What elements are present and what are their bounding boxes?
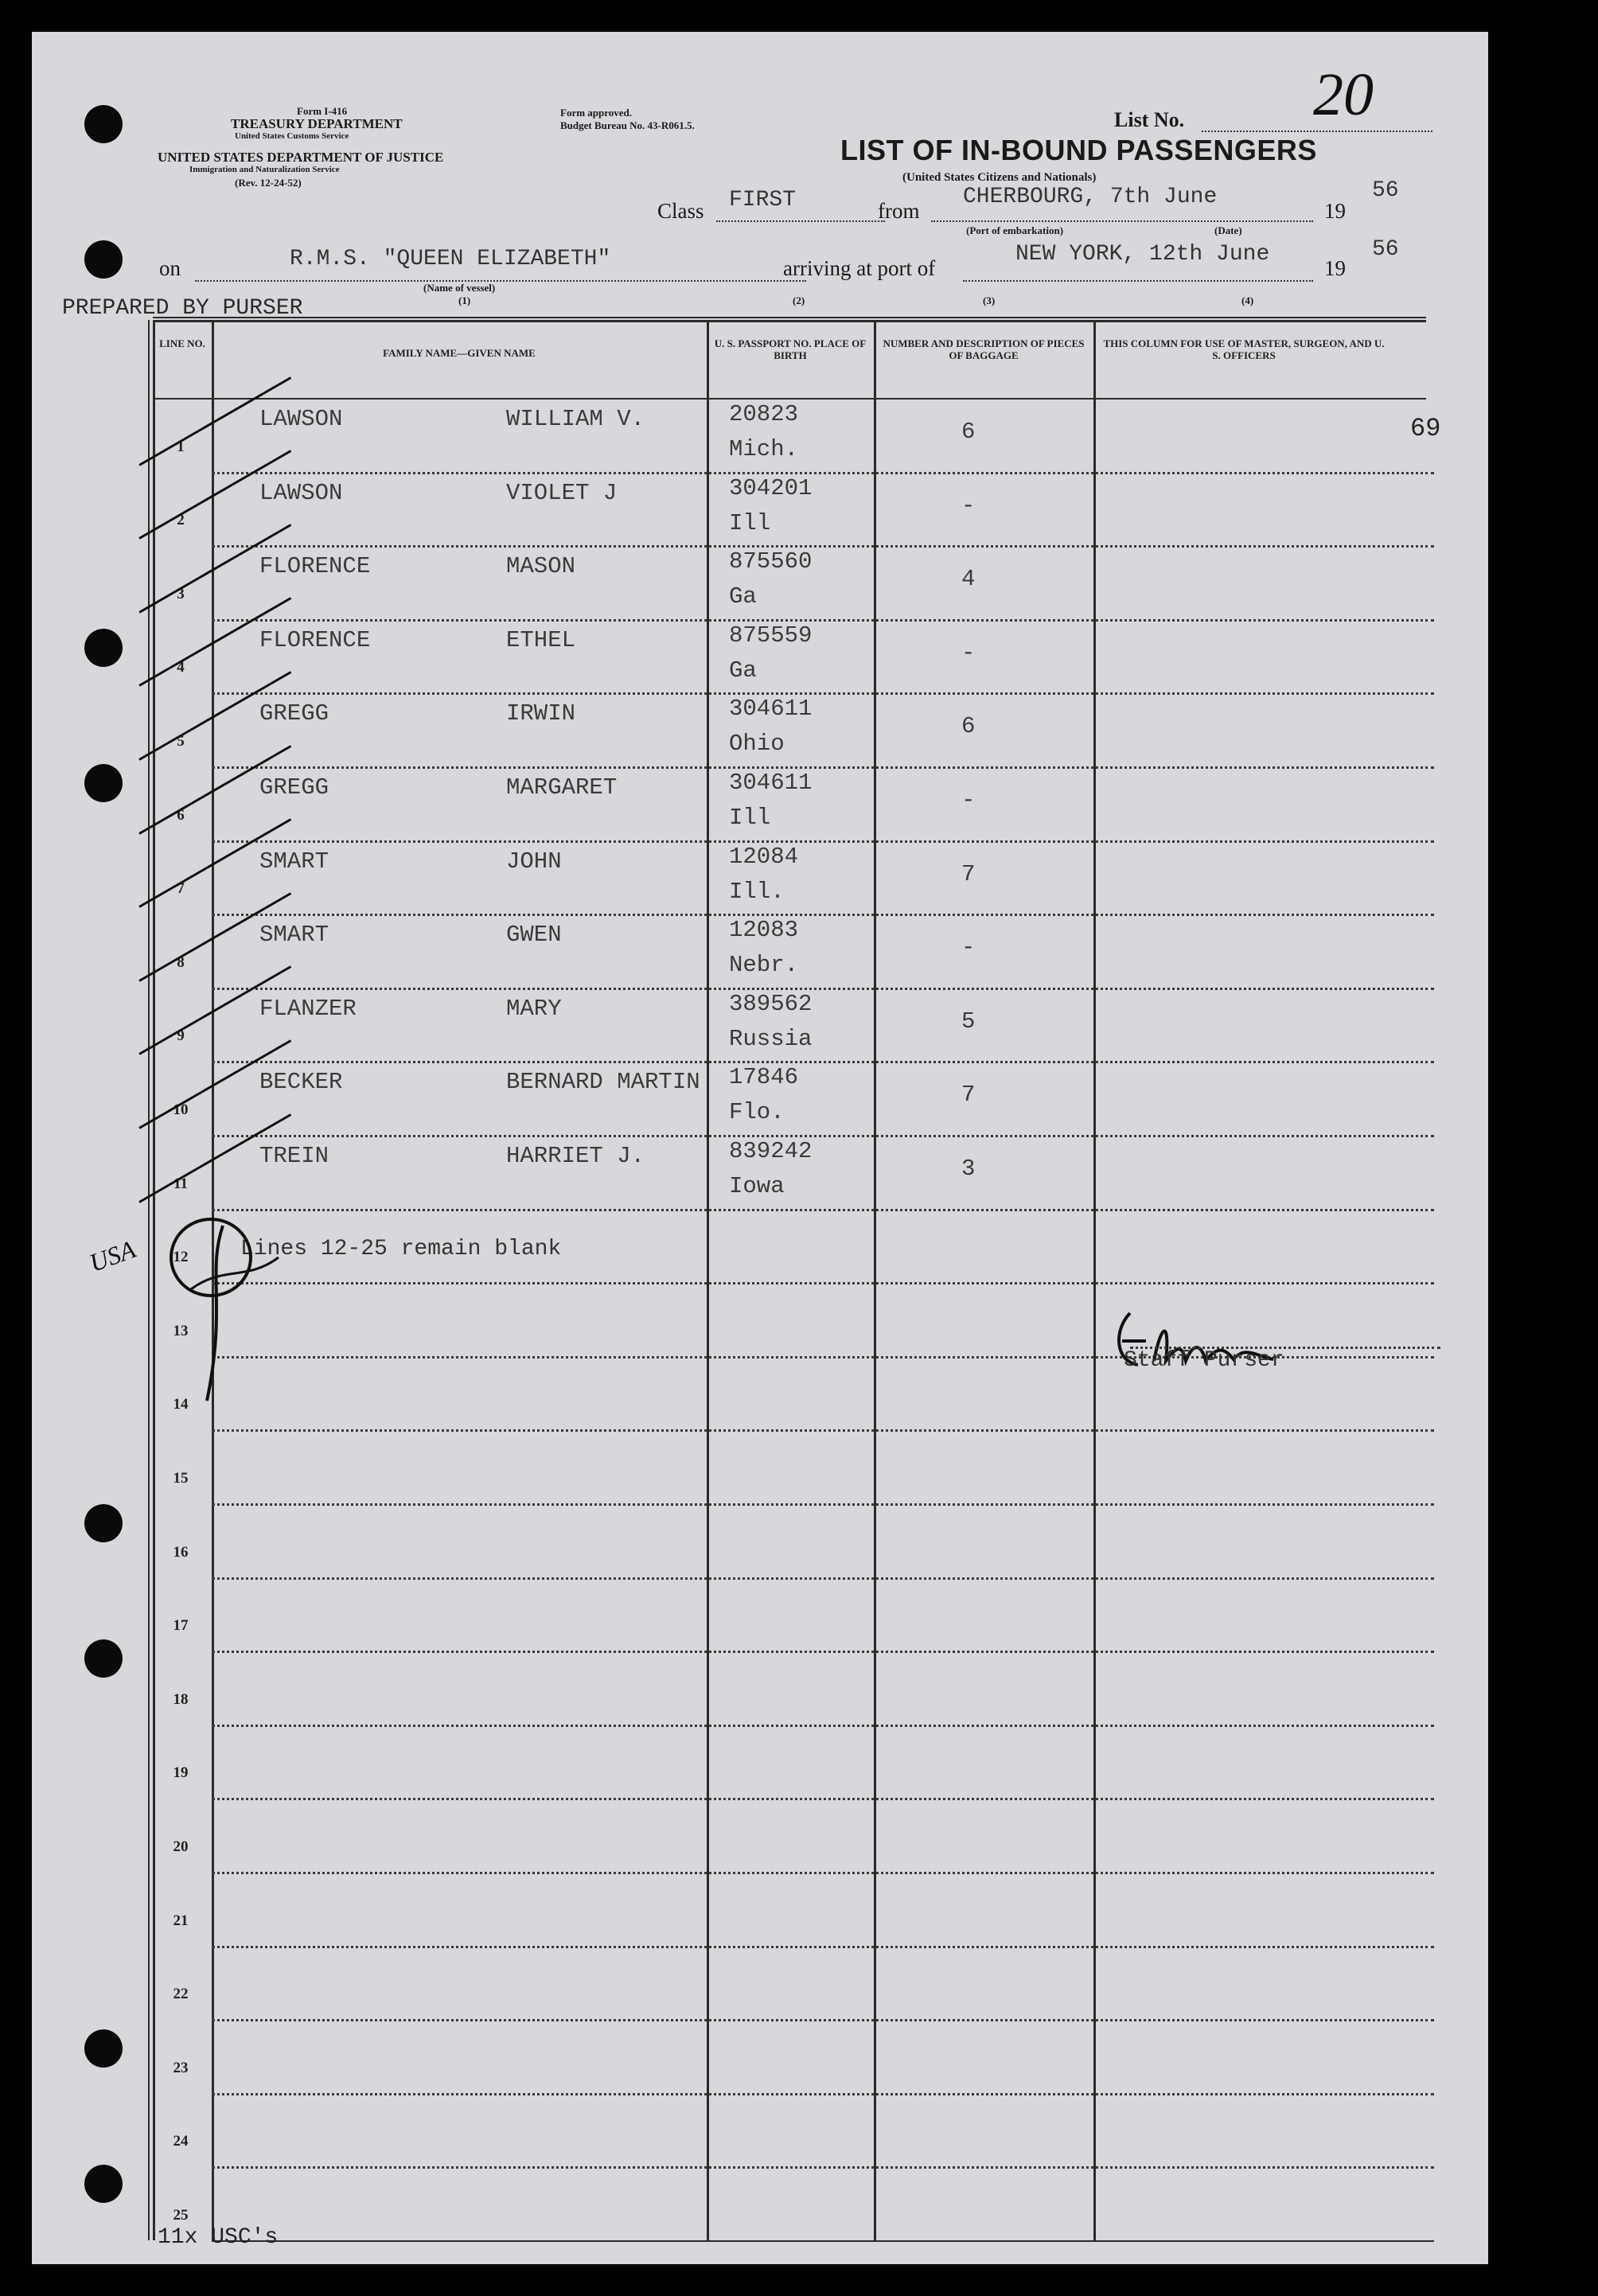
family-name: FLORENCE bbox=[259, 553, 371, 580]
place-of-birth: Flo. bbox=[729, 1099, 785, 1126]
place-of-birth: Russia bbox=[729, 1025, 813, 1052]
form-number: Form I-416 bbox=[297, 105, 348, 117]
row-rule bbox=[212, 545, 1434, 548]
column-header-passport: U. S. PASSPORT NO. PLACE OF BIRTH bbox=[714, 337, 867, 361]
margin-mark: USA bbox=[85, 1234, 139, 1277]
row-rule bbox=[212, 2093, 1434, 2095]
line-number: 21 bbox=[173, 1912, 189, 1929]
given-name: JOHN bbox=[506, 848, 562, 875]
punch-hole bbox=[84, 2165, 123, 2203]
col1-caption: (1) bbox=[458, 294, 471, 306]
row-rule bbox=[212, 1429, 1434, 1432]
line-number: 22 bbox=[173, 1986, 189, 2003]
baggage-count: - bbox=[961, 787, 976, 813]
vessel-value: R.M.S. "QUEEN ELIZABETH" bbox=[290, 247, 611, 271]
place-of-birth: Ill bbox=[729, 805, 771, 831]
family-name: BECKER bbox=[259, 1069, 343, 1096]
row-rule bbox=[212, 1651, 1434, 1653]
family-name: SMART bbox=[259, 922, 329, 949]
port-embark-caption: (Port of embarkation) bbox=[966, 224, 1064, 236]
family-name: LAWSON bbox=[259, 479, 343, 506]
line-number: 12 bbox=[173, 1249, 189, 1266]
family-name: GREGG bbox=[259, 700, 329, 727]
class-label: Class bbox=[657, 199, 704, 223]
line-number: 9 bbox=[177, 1027, 185, 1045]
table-top-rule bbox=[153, 320, 1426, 322]
row-rule bbox=[212, 914, 1434, 916]
treasury-dept: TREASURY DEPARTMENT bbox=[231, 116, 403, 131]
given-name: ETHEL bbox=[506, 626, 576, 653]
from-label: from bbox=[878, 199, 920, 223]
col3-caption: (3) bbox=[983, 294, 996, 306]
passport-number: 875559 bbox=[729, 622, 813, 649]
blank-lines-note: Lines 12-25 remain blank bbox=[240, 1237, 562, 1261]
punch-hole bbox=[84, 764, 123, 802]
baggage-count: 3 bbox=[961, 1156, 976, 1182]
baggage-count: 6 bbox=[961, 419, 976, 445]
passport-number: 304611 bbox=[729, 696, 813, 723]
line-number: 8 bbox=[177, 953, 185, 971]
year-prefix: 19 bbox=[1324, 199, 1346, 223]
row-rule bbox=[212, 2240, 1434, 2242]
passport-number: 839242 bbox=[729, 1138, 813, 1164]
line-number: 24 bbox=[173, 2133, 189, 2150]
row-rule bbox=[212, 1135, 1434, 1137]
line-number: 23 bbox=[173, 2059, 189, 2076]
line-number: 16 bbox=[173, 1543, 189, 1561]
arrival-value: NEW YORK, 12th June bbox=[1015, 242, 1270, 267]
vessel-underline bbox=[195, 280, 806, 282]
row-rule bbox=[212, 1061, 1434, 1063]
staff-purser-label: Staff Purser bbox=[1124, 1348, 1284, 1373]
family-name: SMART bbox=[259, 848, 329, 875]
row-rule bbox=[212, 1209, 1434, 1211]
baggage-count: 5 bbox=[961, 1008, 976, 1035]
ins-name: Immigration and Naturalization Service bbox=[189, 165, 340, 174]
punch-hole bbox=[84, 105, 123, 143]
row-rule bbox=[212, 1282, 1434, 1284]
place-of-birth: Iowa bbox=[729, 1173, 785, 1199]
baggage-count: - bbox=[961, 639, 976, 666]
date-caption: (Date) bbox=[1214, 224, 1242, 236]
row-rule bbox=[212, 1503, 1434, 1506]
table-top-rule bbox=[153, 317, 1426, 318]
given-name: BERNARD MARTIN bbox=[506, 1069, 700, 1096]
given-name: MASON bbox=[506, 553, 576, 580]
row-rule bbox=[212, 766, 1434, 769]
line-number: 5 bbox=[177, 733, 185, 750]
year-prefix: 19 bbox=[1324, 256, 1346, 280]
baggage-count: 6 bbox=[961, 713, 976, 740]
punch-hole bbox=[84, 629, 123, 667]
arrival-underline bbox=[963, 280, 1313, 282]
table-column-rule bbox=[874, 320, 876, 2240]
line-number: 3 bbox=[177, 585, 185, 602]
line-number: 13 bbox=[173, 1322, 189, 1339]
baggage-count: - bbox=[961, 934, 976, 961]
family-name: FLORENCE bbox=[259, 626, 371, 653]
row-rule bbox=[212, 2166, 1434, 2169]
family-name: TREIN bbox=[259, 1143, 329, 1169]
revision-date: (Rev. 12-24-52) bbox=[235, 177, 302, 189]
header-rule bbox=[153, 398, 1426, 400]
class-value: FIRST bbox=[729, 188, 797, 212]
passport-number: 875560 bbox=[729, 548, 813, 575]
line-number: 25 bbox=[173, 2207, 189, 2224]
family-name: LAWSON bbox=[259, 406, 343, 432]
given-name: IRWIN bbox=[506, 700, 576, 727]
list-no-line bbox=[1202, 131, 1432, 132]
from-underline bbox=[931, 220, 1313, 222]
row-rule bbox=[212, 1725, 1434, 1727]
table-column-rule bbox=[1093, 320, 1096, 2240]
punch-hole bbox=[84, 1504, 123, 1542]
given-name: HARRIET J. bbox=[506, 1143, 645, 1169]
row-rule bbox=[212, 2019, 1434, 2021]
given-name: VIOLET J bbox=[506, 479, 618, 506]
place-of-birth: Ill. bbox=[729, 878, 785, 905]
class-underline bbox=[716, 220, 885, 222]
passport-number: 304611 bbox=[729, 770, 813, 796]
passport-number: 389562 bbox=[729, 990, 813, 1017]
page-title: LIST OF IN-BOUND PASSENGERS bbox=[840, 134, 1317, 166]
line-number: 14 bbox=[173, 1396, 189, 1413]
customs-service: United States Customs Service bbox=[235, 131, 349, 141]
budget-bureau: Budget Bureau No. 43-R061.5. bbox=[560, 119, 695, 131]
place-of-birth: Nebr. bbox=[729, 952, 799, 979]
column-header-line-no: LINE NO. bbox=[159, 337, 205, 349]
column-header-baggage: NUMBER AND DESCRIPTION OF PIECES OF BAGGAGE bbox=[883, 337, 1085, 361]
line-number: 20 bbox=[173, 1838, 189, 1855]
punch-hole bbox=[84, 2029, 123, 2068]
family-name: FLANZER bbox=[259, 995, 357, 1022]
col2-caption: (2) bbox=[793, 294, 805, 306]
line-number: 6 bbox=[177, 806, 185, 824]
footer-note: 11x USC's bbox=[158, 2225, 279, 2250]
line-number: 11 bbox=[173, 1175, 188, 1192]
list-no-label: List No. bbox=[1114, 108, 1185, 131]
passport-number: 304201 bbox=[729, 474, 813, 501]
place-of-birth: Ohio bbox=[729, 731, 785, 758]
row-rule bbox=[212, 1798, 1434, 1800]
arriving-label: arriving at port of bbox=[783, 256, 936, 280]
line-number: 4 bbox=[177, 659, 185, 676]
line-number: 1 bbox=[177, 438, 185, 455]
line-number: 15 bbox=[173, 1470, 189, 1487]
justice-dept: UNITED STATES DEPARTMENT OF JUSTICE bbox=[158, 150, 444, 165]
baggage-count: - bbox=[961, 492, 976, 519]
prepared-by: PREPARED BY PURSER bbox=[62, 296, 303, 321]
row-rule bbox=[212, 840, 1434, 843]
table-column-rule bbox=[707, 320, 709, 2240]
line-number: 2 bbox=[177, 512, 185, 529]
form-approved: Form approved. bbox=[560, 107, 633, 119]
row-rule bbox=[212, 988, 1434, 990]
place-of-birth: Ga bbox=[729, 583, 757, 610]
page-subtitle: (United States Citizens and Nationals) bbox=[902, 171, 1097, 184]
punch-hole bbox=[84, 240, 123, 279]
col4-caption: (4) bbox=[1241, 294, 1254, 306]
baggage-count: 7 bbox=[961, 1082, 976, 1109]
baggage-count: 7 bbox=[961, 860, 976, 887]
column-header-name: FAMILY NAME—GIVEN NAME bbox=[383, 347, 536, 359]
line-number: 18 bbox=[173, 1690, 189, 1708]
on-label: on bbox=[159, 256, 181, 280]
given-name: GWEN bbox=[506, 922, 562, 949]
year-value: 56 bbox=[1372, 237, 1399, 262]
passport-number: 20823 bbox=[729, 401, 799, 427]
given-name: WILLIAM V. bbox=[506, 406, 645, 432]
family-name: GREGG bbox=[259, 774, 329, 801]
row-rule bbox=[212, 1872, 1434, 1874]
row-rule bbox=[212, 1577, 1434, 1580]
given-name: MARGARET bbox=[506, 774, 618, 801]
row-rule bbox=[212, 472, 1434, 474]
officer-note: 69 bbox=[1410, 414, 1441, 443]
line-number: 17 bbox=[173, 1617, 189, 1635]
vessel-caption: (Name of vessel) bbox=[423, 282, 496, 294]
line-number: 7 bbox=[177, 880, 185, 898]
place-of-birth: Ga bbox=[729, 657, 757, 684]
punch-hole bbox=[84, 1639, 123, 1678]
place-of-birth: Mich. bbox=[729, 436, 799, 462]
baggage-count: 4 bbox=[961, 566, 976, 593]
row-rule bbox=[212, 619, 1434, 622]
row-rule bbox=[212, 1946, 1434, 1948]
from-value: CHERBOURG, 7th June bbox=[963, 185, 1218, 209]
passport-number: 12084 bbox=[729, 843, 799, 870]
year-value: 56 bbox=[1372, 178, 1399, 203]
line-number: 19 bbox=[173, 1764, 189, 1782]
passport-number: 17846 bbox=[729, 1064, 799, 1091]
passport-number: 12083 bbox=[729, 917, 799, 944]
manifest-page bbox=[32, 32, 1488, 2264]
row-rule bbox=[212, 692, 1434, 695]
place-of-birth: Ill bbox=[729, 509, 771, 536]
list-no-value: 20 bbox=[1313, 61, 1374, 128]
handwritten-initial-mark bbox=[151, 1210, 294, 1417]
line-number: 10 bbox=[173, 1101, 189, 1118]
given-name: MARY bbox=[506, 995, 562, 1022]
column-header-officers: THIS COLUMN FOR USE OF MASTER, SURGEON, AND U. S. OFFICERS bbox=[1103, 337, 1385, 361]
